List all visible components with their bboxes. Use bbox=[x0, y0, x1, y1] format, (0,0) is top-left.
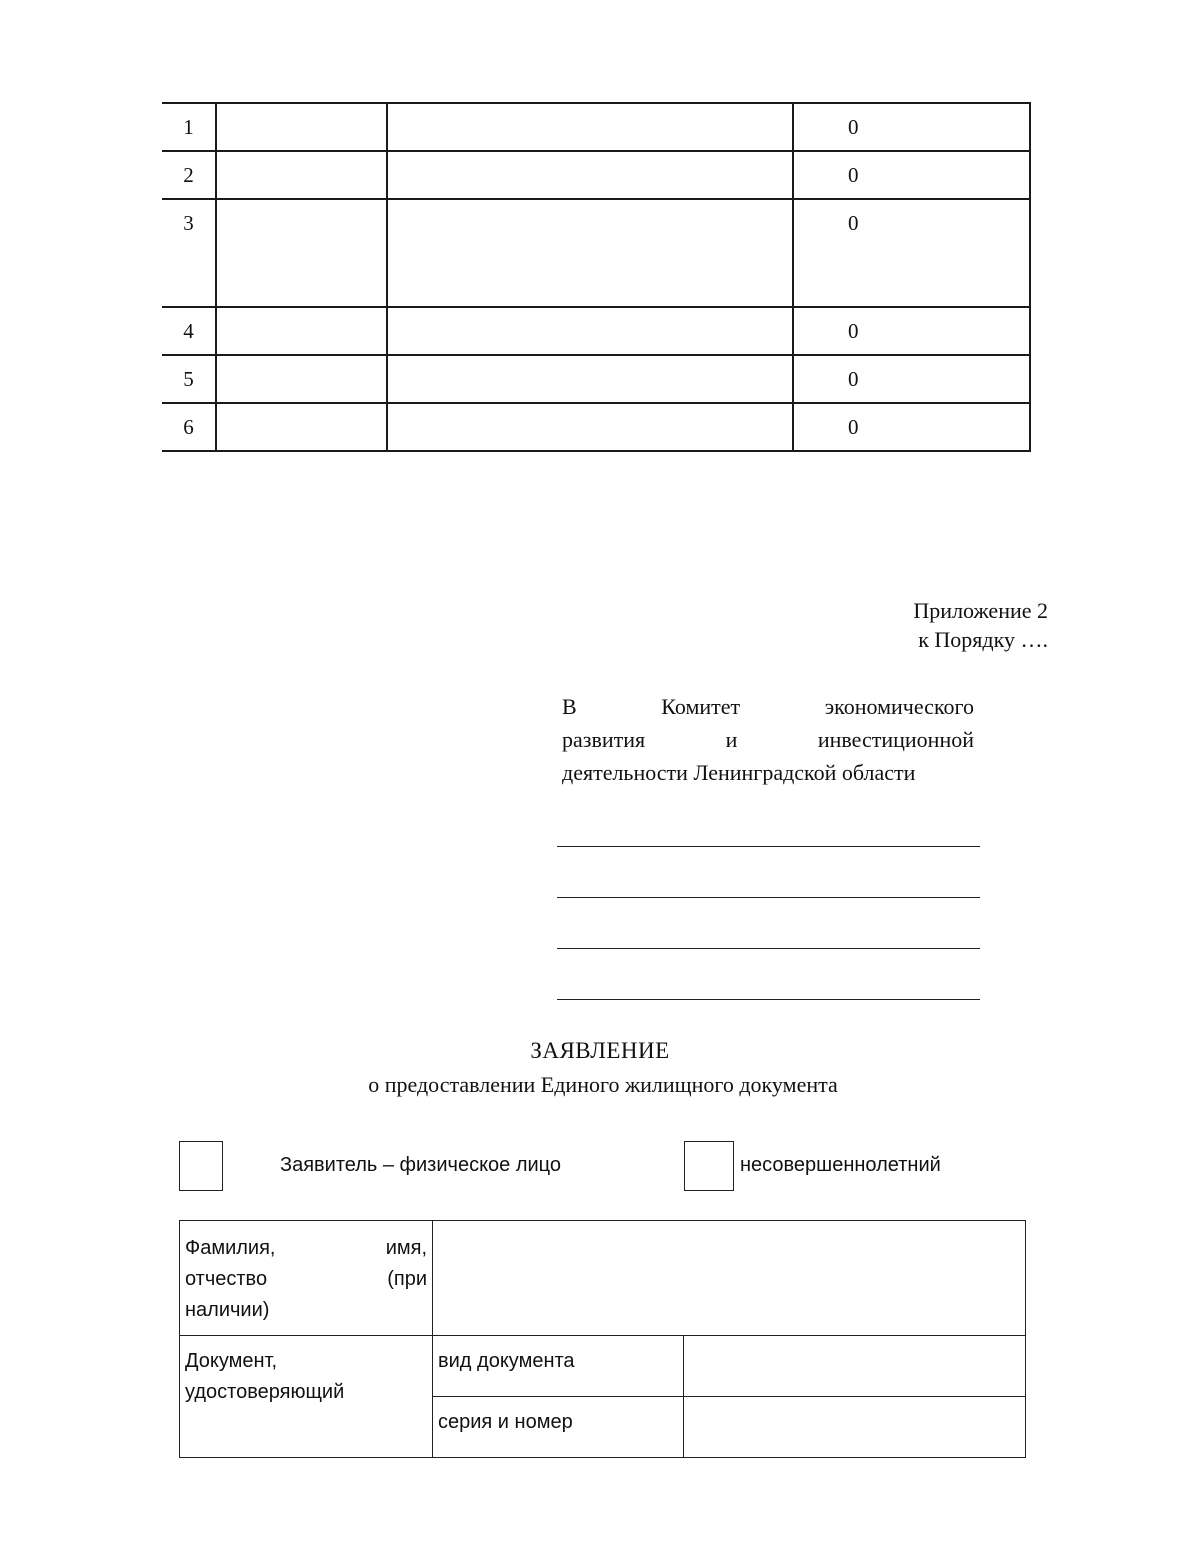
table-cell bbox=[387, 199, 793, 307]
document-title: ЗАЯВЛЕНИЕ bbox=[530, 1038, 670, 1063]
document-number-field[interactable] bbox=[684, 1397, 1026, 1458]
minor-checkbox[interactable] bbox=[684, 1141, 734, 1191]
table-cell bbox=[387, 307, 793, 355]
full-name-label-line: наличии) bbox=[185, 1299, 270, 1321]
appendix-reference: к Порядку …. bbox=[918, 627, 1048, 652]
row-number: 3 bbox=[162, 199, 216, 307]
table-row bbox=[180, 1221, 1026, 1336]
row-value: 0 bbox=[793, 355, 1030, 403]
table-cell bbox=[216, 151, 387, 199]
individual-checkbox-label: Заявитель – физическое лицо bbox=[280, 1154, 562, 1176]
table-row bbox=[162, 403, 1030, 451]
row-number: 4 bbox=[162, 307, 216, 355]
table-row bbox=[162, 151, 1030, 199]
table-row bbox=[162, 355, 1030, 403]
table-row bbox=[162, 199, 1030, 307]
row-number: 1 bbox=[162, 103, 216, 151]
full-name-field[interactable] bbox=[433, 1221, 1026, 1336]
row-number: 6 bbox=[162, 403, 216, 451]
table-cell bbox=[387, 151, 793, 199]
document-number-label: серия и номер bbox=[433, 1397, 684, 1458]
table-row bbox=[162, 103, 1030, 151]
document-type-label: вид документа bbox=[433, 1336, 684, 1397]
table-cell bbox=[387, 355, 793, 403]
full-name-label bbox=[180, 1221, 433, 1336]
full-name-label-line: отчество (при bbox=[185, 1268, 427, 1290]
identity-document-label-line: удостоверяющий bbox=[185, 1381, 345, 1403]
row-number: 2 bbox=[162, 151, 216, 199]
table-cell bbox=[216, 103, 387, 151]
document-type-field[interactable] bbox=[684, 1336, 1026, 1397]
individual-checkbox[interactable] bbox=[179, 1141, 223, 1191]
table-cell bbox=[387, 103, 793, 151]
row-value: 0 bbox=[793, 151, 1030, 199]
applicant-table bbox=[179, 1220, 1026, 1458]
identity-document-label-line: Документ, bbox=[185, 1350, 278, 1372]
sender-input-line[interactable] bbox=[557, 948, 980, 999]
addressee-line: В Комитет экономического bbox=[562, 694, 974, 719]
table-row bbox=[180, 1336, 1026, 1397]
addressee-line: деятельности Ленинградской области bbox=[562, 760, 916, 785]
row-value: 0 bbox=[793, 103, 1030, 151]
addressee-line: развития и инвестиционной bbox=[562, 727, 974, 752]
sender-input-line[interactable] bbox=[557, 846, 980, 897]
full-name-label-line: Фамилия, имя, bbox=[185, 1237, 427, 1259]
row-number: 5 bbox=[162, 355, 216, 403]
table-cell bbox=[387, 403, 793, 451]
table-cell bbox=[216, 307, 387, 355]
appendix-number: Приложение 2 bbox=[913, 598, 1048, 623]
row-value: 0 bbox=[793, 307, 1030, 355]
table-cell bbox=[216, 199, 387, 307]
table-cell bbox=[216, 355, 387, 403]
numbered-table bbox=[162, 102, 1031, 452]
row-value: 0 bbox=[793, 403, 1030, 451]
document-subtitle: о предоставлении Единого жилищного документа bbox=[368, 1072, 838, 1097]
table-row bbox=[162, 307, 1030, 355]
minor-checkbox-label: несовершеннолетний bbox=[740, 1154, 941, 1176]
table-cell bbox=[216, 403, 387, 451]
identity-document-label bbox=[180, 1336, 433, 1458]
appendix-note bbox=[913, 596, 1048, 654]
row-value: 0 bbox=[793, 199, 1030, 307]
sender-input-line[interactable] bbox=[557, 897, 980, 948]
sender-blank-lines bbox=[557, 846, 980, 1050]
addressee-block bbox=[562, 690, 974, 789]
